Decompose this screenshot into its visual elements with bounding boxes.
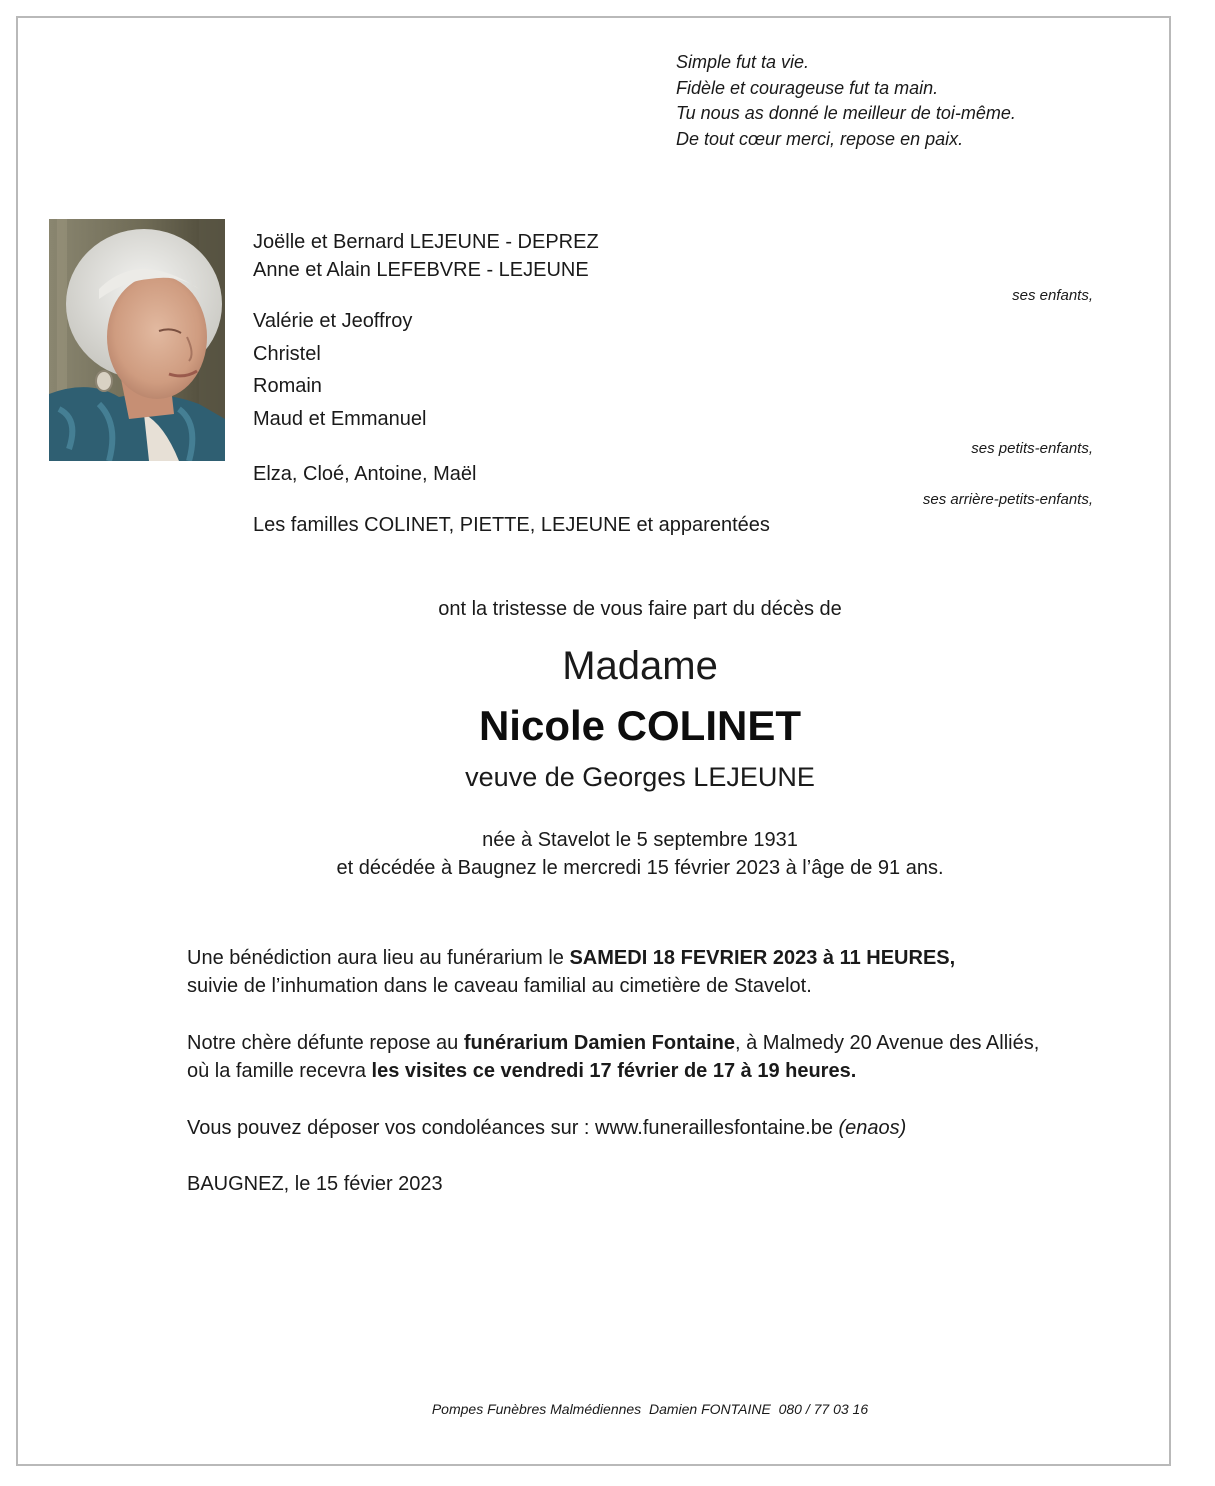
- portrait-photo: [49, 219, 225, 461]
- widow-of: veuve de Georges LEJEUNE: [465, 762, 815, 792]
- children-role: ses enfants,: [1012, 287, 1093, 304]
- poem-line: Tu nous as donné le meilleur de toi-même.: [676, 103, 1016, 124]
- poem: [676, 50, 1016, 152]
- visits-text: , à Malmedy 20 Avenue des Alliés,: [735, 1032, 1040, 1054]
- ceremony-text: Une bénédiction aura lieu au funérarium le: [187, 947, 570, 969]
- great-grandchildren-role: ses arrière-petits-enfants,: [922, 491, 1093, 508]
- deceased-name: Nicole COLINET: [478, 702, 802, 749]
- grandchild-line: Maud et Emmanuel: [253, 408, 427, 430]
- visits-paragraph: [187, 1029, 1039, 1085]
- poem-line: Fidèle et courageuse fut ta main.: [676, 77, 939, 98]
- death-line: et décédée à Baugnez le mercredi 15 février 2023 à l’âge de 91 ans.: [336, 857, 944, 879]
- grandchildren-role: ses petits-enfants,: [971, 440, 1093, 457]
- great-grandchildren-line: Elza, Cloé, Antoine, Maël: [253, 463, 477, 485]
- condolences-text: Vous pouvez déposer vos condoléances sur : www.funeraillesfontaine.be: [187, 1117, 839, 1139]
- grandchild-line: Christel: [253, 343, 321, 365]
- visits-time: les visites ce vendredi 17 février de 17 à 19 heures.: [371, 1060, 857, 1082]
- poem-line: De tout cœur merci, repose en paix.: [676, 128, 964, 149]
- grandchild-line: Valérie et Jeoffroy: [253, 310, 413, 332]
- child-line: Joëlle et Bernard LEJEUNE - DEPREZ: [253, 231, 599, 253]
- announcement: ont la tristesse de vous faire part du décès de: [438, 598, 842, 620]
- ceremony-text: suivie de l’inhumation dans le caveau familial au cimetière de Stavelot.: [187, 975, 812, 997]
- birth-line: née à Stavelot le 5 septembre 1931: [482, 829, 798, 851]
- footer: Pompes Funèbres Malmédiennes Damien FONTAINE 080 / 77 03 16: [431, 1401, 869, 1417]
- funeral-home-name: funérarium Damien Fontaine: [463, 1032, 736, 1054]
- ceremony-paragraph: [187, 944, 955, 1000]
- families-line: Les familles COLINET, PIETTE, LEJEUNE et apparentées: [253, 514, 770, 536]
- condolences-paragraph: [187, 1114, 906, 1142]
- salutation: Madame: [562, 644, 718, 688]
- condolences-note: (enaos): [838, 1117, 907, 1139]
- visits-text: où la famille recevra: [187, 1060, 372, 1082]
- poem-line: Simple fut ta vie.: [676, 52, 810, 72]
- visits-text: Notre chère défunte repose au: [187, 1032, 464, 1054]
- child-line: Anne et Alain LEFEBVRE - LEJEUNE: [253, 259, 589, 281]
- place-date: BAUGNEZ, le 15 févier 2023: [187, 1173, 443, 1195]
- ceremony-date: SAMEDI 18 FEVRIER 2023 à 11 HEURES,: [569, 947, 956, 969]
- grandchild-line: Romain: [253, 375, 322, 397]
